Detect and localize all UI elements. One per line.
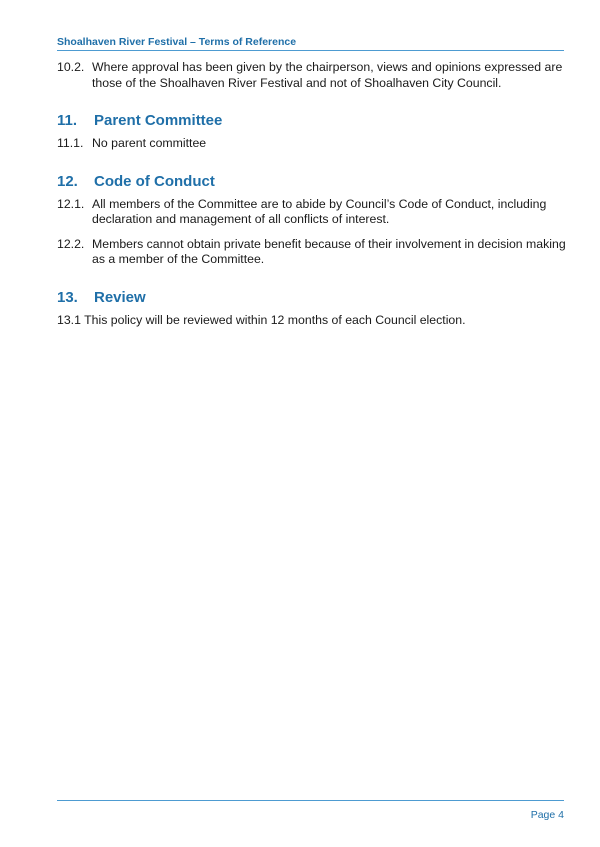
clause-text: Where approval has been given by the chairperson, views and opinions expressed are those of the Shoalhaven River Festival and not of Shoalhaven City Council. [92, 60, 563, 90]
running-header-title: Shoalhaven River Festival – Terms of Reference [57, 36, 297, 48]
section-heading [57, 289, 567, 307]
clause-10-2 [57, 60, 567, 91]
clause-text: Members cannot obtain private benefit because of their involvement in decision making as a member of the Committee. [92, 236, 566, 266]
section-number: 11. [57, 112, 78, 129]
clause-12-1 [57, 197, 567, 228]
header-divider [57, 50, 564, 51]
page-number: Page 4 [530, 809, 564, 821]
document-body [57, 60, 567, 328]
clause-number: 12.2. [57, 236, 85, 251]
clause-12-2 [57, 237, 567, 268]
clause-number: 11.1. [57, 136, 84, 150]
clause-text: No parent committee [92, 136, 207, 150]
section-title: Parent Committee [94, 112, 223, 129]
clause-11-1 [57, 136, 567, 152]
section-number: 13. [57, 288, 78, 306]
section-code-of-conduct [57, 173, 567, 268]
section-number: 12. [57, 172, 78, 190]
section-review [57, 289, 567, 329]
footer-divider [57, 800, 564, 801]
section-heading [57, 112, 567, 130]
section-parent-committee [57, 112, 567, 152]
clause-number: 10.2. [57, 60, 85, 74]
section-title: Code of Conduct [94, 172, 215, 190]
clause-13-1: 13.1 This policy will be reviewed within 12 months of each Council election. [57, 312, 466, 327]
section-heading [57, 173, 567, 191]
section-title: Review [94, 288, 146, 306]
clause-text: All members of the Committee are to abide by Council’s Code of Conduct, including declaration and management of all conflicts of interest. [92, 196, 547, 226]
clause-number: 12.1. [57, 196, 85, 211]
